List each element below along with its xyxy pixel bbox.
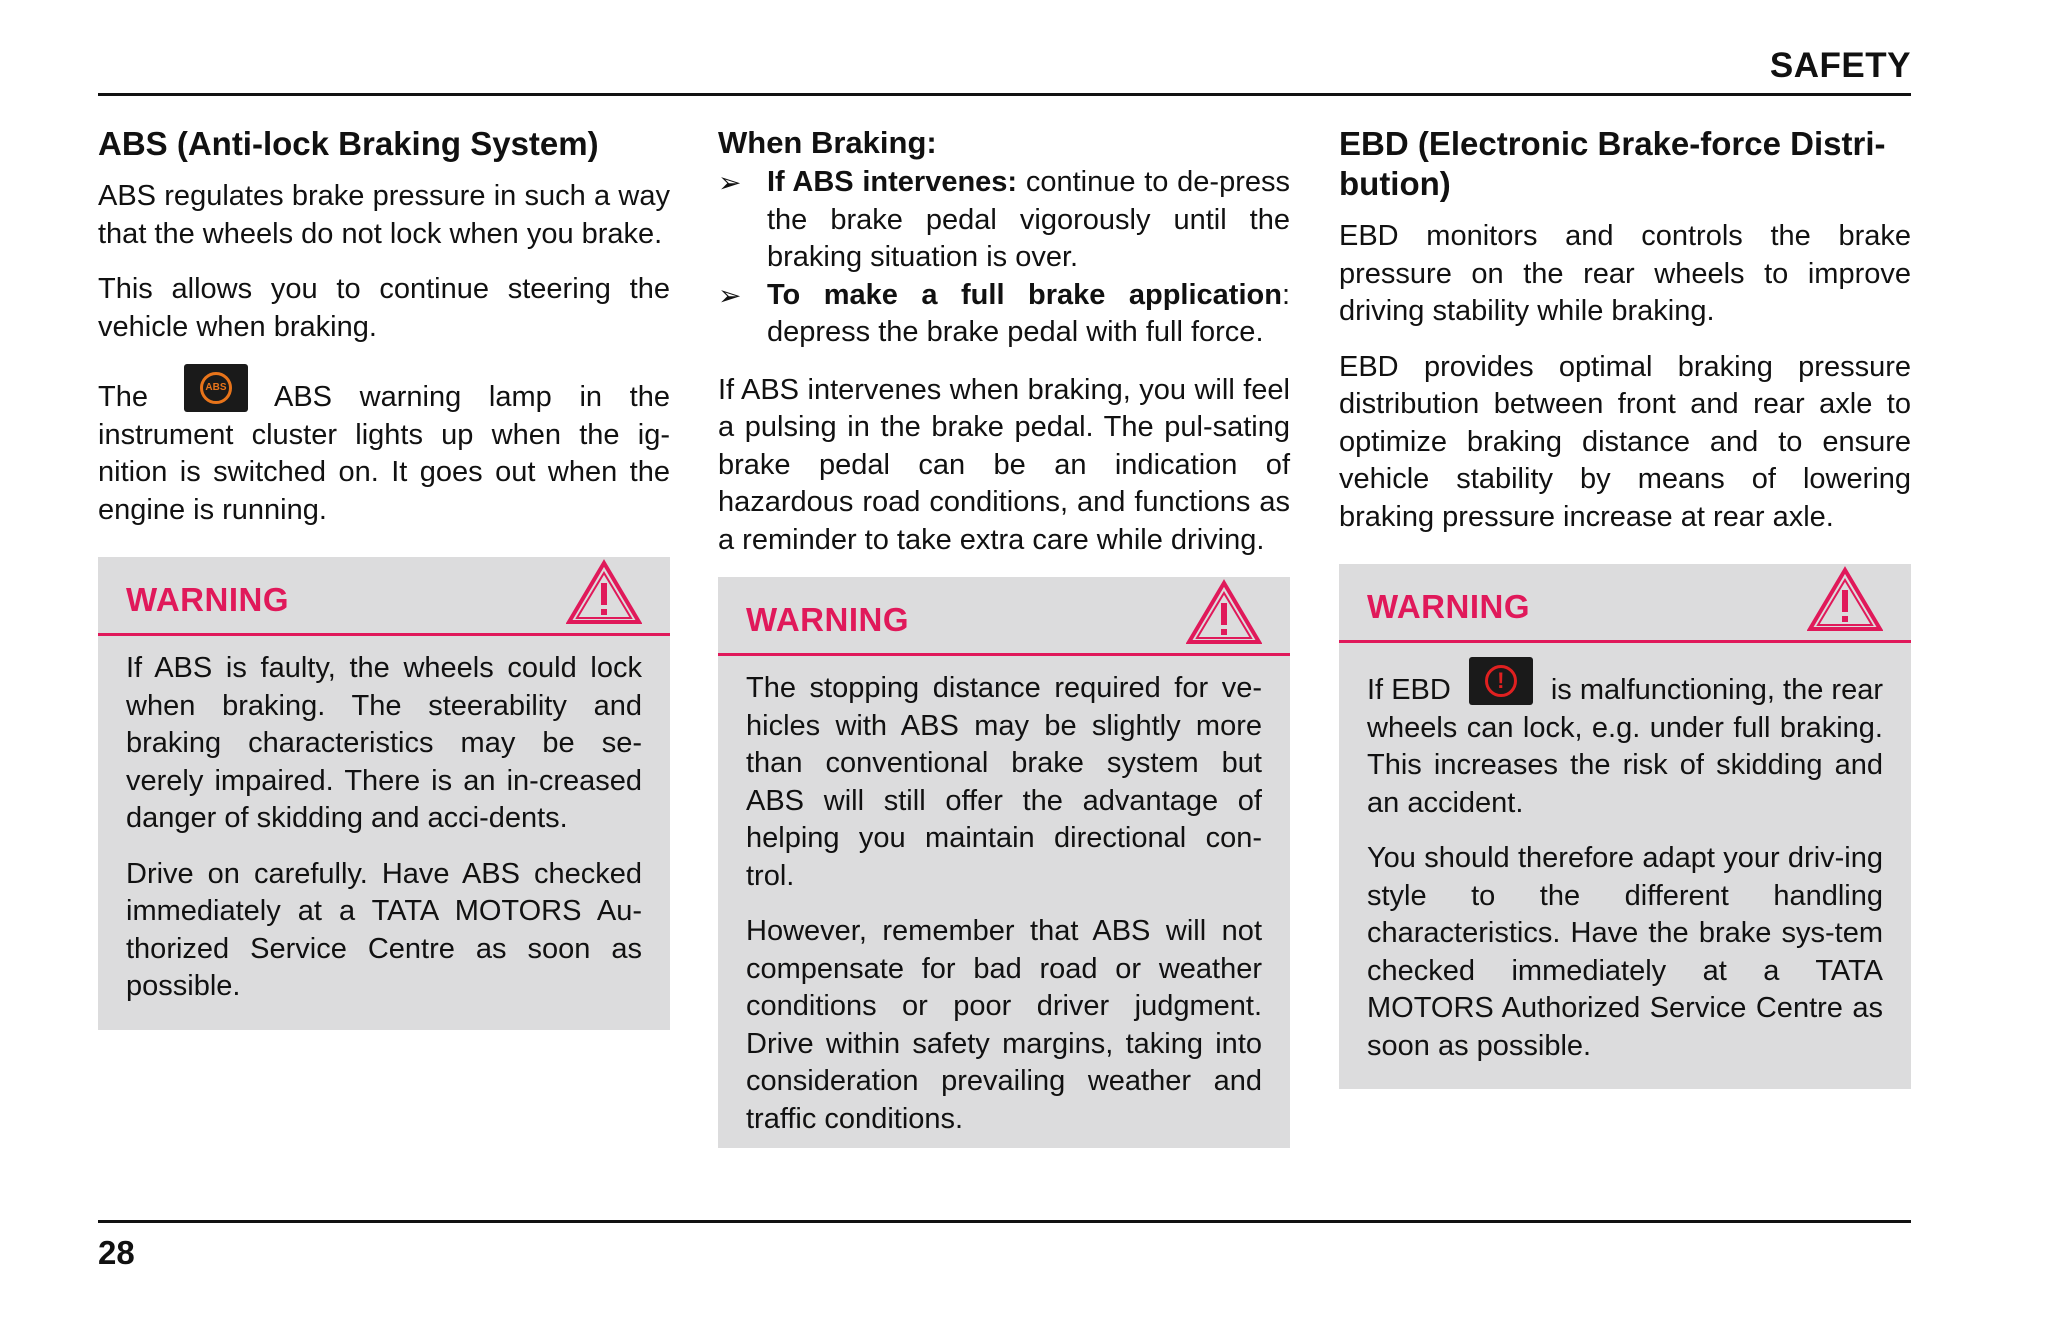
ebd-warning-paragraph-1 [1367, 657, 1883, 822]
ebd-warning-box [1339, 564, 1911, 1089]
stopping-warning-paragraph-1: The stopping distance required for ve-hicles with ABS may be slightly more than conventional brake system but ABS will still offer the advantage of helping you maintain directional con-trol. [746, 672, 1262, 892]
section-title: SAFETY [1769, 46, 1911, 85]
abs-paragraph-1: ABS regulates brake pressure in such a way that the wheels do not lock when you brake. [98, 180, 670, 250]
abs-p3-after: ABS warning lamp in the instrument cluster lights up when the ig-nition is switched on. It goes out when the engine is running. [98, 381, 670, 526]
bullet-item [718, 164, 1290, 277]
warning-header [718, 577, 1290, 656]
footer-rule [98, 1220, 1911, 1223]
arrow-bullet-icon: ➢ [718, 279, 742, 311]
column-abs [98, 124, 670, 1030]
header-rule [98, 93, 1911, 96]
pulsing-pedal-paragraph: If ABS intervenes when braking, you will feel a pulsing in the brake pedal. The pul-sating brake pedal can be an indication of hazardous road conditions, and functions as a reminder to take extra care while driving. [718, 373, 1290, 556]
when-braking-heading: When Braking: [718, 125, 937, 160]
arrow-bullet-icon: ➢ [718, 167, 742, 198]
ebd-heading: EBD (Electronic Brake-force Distri-bution) [1339, 125, 1886, 202]
ebd-warning-paragraph-2: You should therefore adapt your driv-ing style to the different handling characteristics. Have the brake sys-tem checked immediately at a TATA MOTORS Authorized Service Centre as soon as possible. [1367, 842, 1883, 1062]
brake-warning-lamp-icon: ! [1469, 657, 1533, 705]
abs-lamp-label: ABS [200, 372, 232, 404]
bullet-bold: If ABS intervenes: [767, 166, 1018, 198]
braking-bullet-list [718, 164, 1290, 352]
warning-header [1339, 564, 1911, 643]
warning-title: WARNING [126, 581, 289, 618]
abs-p3-before: The [98, 381, 148, 413]
abs-warning-box [98, 557, 670, 1030]
warning-triangle-icon [1807, 566, 1883, 632]
abs-warning-lamp-icon [184, 364, 248, 412]
warning-title: WARNING [1367, 588, 1530, 625]
page-number: 28 [98, 1234, 135, 1271]
abs-paragraph-2: This allows you to continue steering the vehicle when braking. [98, 273, 670, 343]
stopping-distance-warning-box [718, 577, 1290, 1148]
column-ebd [1339, 124, 1911, 1089]
ebd-paragraph-1: EBD monitors and controls the brake pressure on the rear wheels to improve driving stability while braking. [1339, 220, 1911, 327]
abs-warning-paragraph-1: If ABS is faulty, the wheels could lock when braking. The steerability and braking characteristics may be se-verely impaired. There is an in-creased danger of skidding and acci-dents. [126, 652, 642, 834]
warning-triangle-icon [566, 559, 642, 625]
ebd-p1-after: is malfunctioning, the rear wheels can lock, e.g. under full braking. This increases the risk of skidding and an accident. [1367, 674, 1883, 819]
bullet-item [718, 277, 1290, 352]
stopping-warning-paragraph-2: However, remember that ABS will not compensate for bad road or weather conditions or poor driver judgment. Drive within safety margins, taking into consideration prevailing weather and traffic conditions. [746, 915, 1262, 1135]
bullet-text: continue to de-press the brake pedal vigorously until the braking situation is over. [767, 166, 1290, 273]
ebd-p1-before: If EBD [1367, 674, 1451, 706]
warning-header [98, 557, 670, 636]
bullet-text: : depress the brake pedal with full force. [767, 278, 1290, 348]
abs-heading: ABS (Anti-lock Braking System) [98, 125, 599, 162]
warning-title: WARNING [746, 601, 909, 638]
abs-warning-paragraph-2: Drive on carefully. Have ABS checked immediately at a TATA MOTORS Au-thorized Service Centre as soon as possible. [126, 857, 642, 1002]
abs-paragraph-3 [98, 364, 670, 529]
column-when-braking [718, 124, 1290, 1148]
ebd-paragraph-2: EBD provides optimal braking pressure distribution between front and rear axle to optimize braking distance and to ensure vehicle stability by means of lowering braking pressure increase at rear axle. [1339, 350, 1911, 533]
bullet-bold: To make a full brake application [767, 278, 1282, 311]
warning-triangle-icon [1186, 579, 1262, 645]
